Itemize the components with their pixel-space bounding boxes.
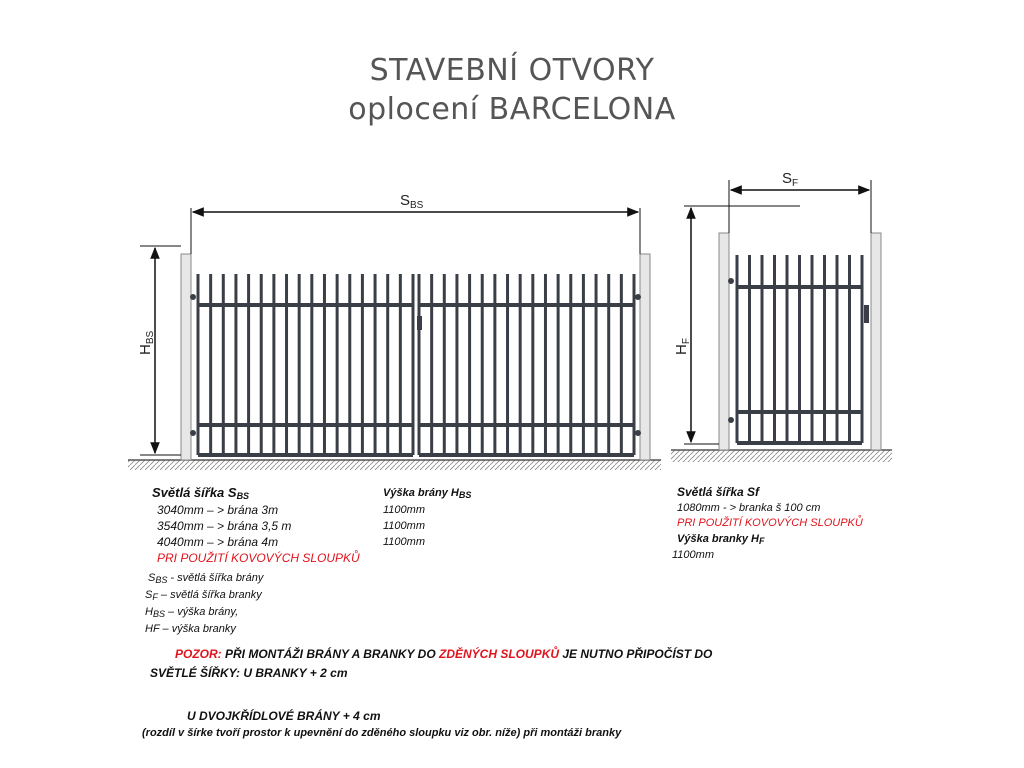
legend-item: $S_{BS}$ - světlá šířka brány: [148, 572, 264, 585]
gate-lock: [417, 316, 422, 330]
title-line-2: oplocení BARCELONA: [348, 92, 676, 127]
wicket-height-row: 1100mm: [672, 549, 714, 561]
wicket-height-label: $H_F$: [673, 338, 692, 355]
wicket-note: PRI POUŽITÍ KOVOVÝCH SLOUPKŮ: [677, 517, 863, 529]
gate-hinge: [635, 430, 641, 436]
wicket-left-post: [719, 233, 729, 450]
wicket-width-heading: Světlá šířka Sf: [677, 485, 760, 499]
wicket-right-post: [871, 233, 881, 450]
warning-label: POZOR:: [175, 647, 222, 661]
gate-height-row: 1100mm: [383, 504, 425, 516]
wicket-leaf: [737, 255, 862, 443]
gate-right-leaf: [419, 274, 634, 455]
wicket-height-heading: Výška branky $H_F$: [677, 533, 765, 546]
gate-height-heading: Výška brány $H_{BS}$: [383, 487, 472, 500]
warning-line-3: U DVOJKŘÍDLOVÉ BRÁNY + 4 cm: [187, 709, 381, 723]
gate-width-label: $S_{BS}$: [400, 192, 424, 211]
gate-hinge: [190, 294, 196, 300]
wicket-ground: [671, 450, 892, 462]
gate-left-leaf: [198, 274, 413, 455]
gate-height-row: 1100mm: [383, 536, 425, 548]
wicket-lock: [864, 305, 869, 323]
wicket-width-label: $S_F$: [782, 170, 799, 189]
warning-line-2: SVĚTLÉ ŠÍŘKY: U BRANKY + 2 cm: [150, 666, 348, 680]
wicket-hinge: [728, 278, 734, 284]
gate-left-post: [181, 254, 191, 460]
warning-highlight: ZDĚNÝCH SLOUPKŮ: [439, 647, 560, 661]
wicket-width-row: 1080mm - > branka š 100 cm: [677, 502, 821, 514]
gate-hinge: [635, 294, 641, 300]
gate-right-post: [640, 254, 650, 460]
gate-width-row: 4040mm – > brána 4m: [157, 535, 279, 549]
legend-item: HF – výška branky: [145, 623, 236, 635]
gate-width-row: 3540mm – > brána 3,5 m: [157, 519, 292, 533]
double-gate: [128, 192, 661, 470]
title-line-1: STAVEBNÍ OTVORY: [369, 53, 655, 88]
gate-height-row: 1100mm: [383, 520, 425, 532]
gate-height-label: $H_{BS}$: [137, 330, 156, 355]
legend-item: $H_{BS}$ – výška brány,: [145, 606, 239, 619]
gate-width-note: PRI POUŽITÍ KOVOVÝCH SLOUPKŮ: [157, 551, 360, 565]
warning-line-4: (rozdíl v šírke tvoří prostor k upevnění do zděného sloupku viz obr. níže) při montáži branky: [142, 727, 622, 739]
wicket-gate: [671, 170, 892, 462]
warning-line-1: POZOR: PŘI MONTÁŽI BRÁNY A BRANKY DO ZDĚNÝCH SLOUPKŮ JE NUTNO PŘIPOČÍST DO: [175, 647, 713, 661]
legend-item: $S_F$ – světlá šířka branky: [145, 589, 262, 602]
wicket-hinge: [728, 417, 734, 423]
gate-ground: [128, 460, 661, 470]
gate-width-heading: Světlá šířka $S_{BS}$: [152, 485, 250, 501]
gate-width-row: 3040mm – > brána 3m: [157, 503, 279, 517]
gate-hinge: [190, 430, 196, 436]
